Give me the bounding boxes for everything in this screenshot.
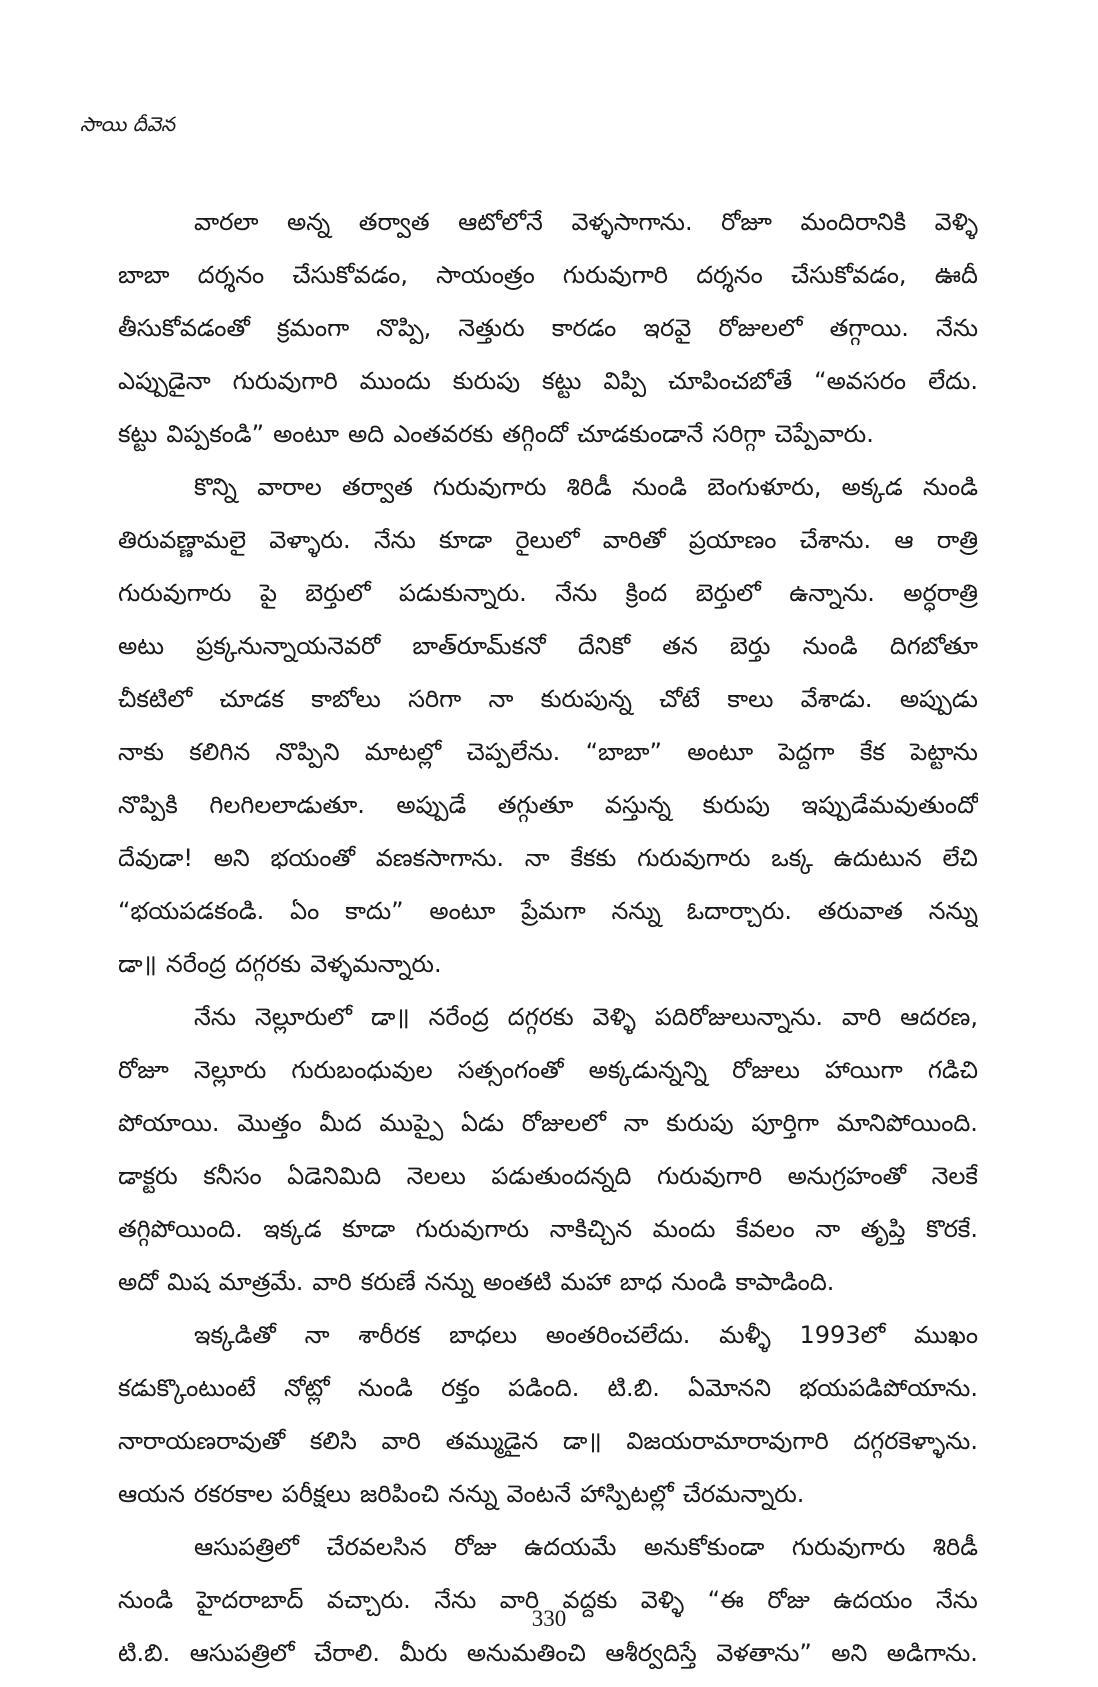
word: మందు [652, 1215, 716, 1243]
word: నొప్పి, [376, 314, 432, 342]
text-line [118, 408, 978, 461]
text-line [118, 673, 978, 726]
word: రోజూ [721, 208, 772, 236]
word: కేవలం [735, 1215, 795, 1243]
text-line [118, 1150, 978, 1203]
word: వెళ్ళి [592, 1003, 636, 1031]
word: నరేంద్ర [428, 1003, 489, 1031]
word: వేశాడు. [800, 685, 873, 713]
word: తర్వాత [341, 473, 413, 501]
word: మానిపోయింది. [836, 1109, 978, 1137]
word: ఆటోలోనే [458, 208, 543, 236]
word: తమ్ముడైన [445, 1427, 539, 1455]
word: ఆసుపత్రిలో [194, 1533, 299, 1561]
word: “బాబా” [585, 738, 662, 766]
word: కాబోలు [311, 685, 381, 713]
word: దర్శనం [696, 261, 763, 289]
word: బెర్తు [729, 632, 771, 660]
word: ఏమోనని [687, 1374, 772, 1402]
text-line [118, 1309, 978, 1362]
word: చెప్పేవారు. [774, 420, 874, 448]
word: గిలగిలలాడుతూ. [209, 791, 365, 819]
word: కురుపు [702, 791, 770, 819]
word: కరుణే [360, 1268, 416, 1296]
word: ముఖం [914, 1321, 978, 1349]
word: నా [488, 685, 514, 713]
word: గురువుగారు [637, 844, 751, 872]
text-line [118, 620, 978, 673]
word: పెద్దగా [778, 738, 835, 766]
body-text [118, 196, 978, 1680]
word: ముప్పై [379, 1109, 444, 1137]
word: ముందు [359, 367, 431, 395]
text-line [118, 514, 978, 567]
word: నేను [373, 526, 416, 554]
word: కాపాడింది. [735, 1268, 835, 1296]
word: మందిరానికి [800, 208, 907, 236]
word: అంటూ [273, 420, 340, 448]
word: ఉదయమే [524, 1533, 617, 1561]
word: దర్శనం [197, 261, 265, 289]
word: తీసుకోవడంతో [118, 314, 250, 342]
word: గురువుగారు [118, 579, 232, 607]
word: ప్రక్కనున్నాయనెవరో [196, 632, 381, 660]
word: నన్ను [448, 1480, 498, 1508]
word: దగ్గరకు [235, 950, 302, 978]
word: శారీరక [358, 1321, 421, 1349]
word: రాత్రి [936, 526, 978, 554]
word: అది [348, 420, 385, 448]
word: వారి [499, 1586, 540, 1614]
word: చూడక [219, 685, 284, 713]
word: ఆయన [118, 1480, 185, 1508]
word: తగ్గిపోయింది. [118, 1215, 243, 1243]
text-line [118, 355, 978, 408]
word: ఇక్కడితో [194, 1321, 276, 1349]
word: రోజు [454, 1533, 497, 1561]
word: నా [304, 1321, 330, 1349]
word: నేను [936, 314, 978, 342]
word: తరువాత [817, 897, 903, 925]
word: నాకిచ్చిన [549, 1215, 633, 1243]
word: అని [213, 844, 250, 872]
word: మీరు [399, 1639, 448, 1667]
word: నోట్లో [283, 1374, 330, 1402]
word: రోజూ [118, 1056, 169, 1084]
text-line [118, 461, 978, 514]
word: వచ్చారు. [326, 1586, 411, 1614]
word: అప్పుడు [899, 685, 978, 713]
word: రోజులు [732, 1056, 800, 1084]
word: తిరువణ్ణామలై [118, 526, 246, 554]
word: నెత్తురు [458, 314, 525, 342]
word: ఉన్నాను. [789, 579, 875, 607]
word: ఏడు [460, 1109, 505, 1137]
word: వస్తున్న [604, 791, 672, 819]
word: చూపించబోతే [668, 367, 793, 395]
word: దగ్గరకెళ్ళాను. [853, 1427, 978, 1455]
word: గురువుగారి [232, 367, 338, 395]
word: అక్కడున్నన్ని [588, 1056, 708, 1084]
text-line [118, 1203, 978, 1256]
word: పూర్తిగా [751, 1109, 820, 1137]
word: వారలా [194, 208, 259, 236]
word: ఆదరణ, [900, 1003, 978, 1031]
word: గురువుగారు [791, 1533, 906, 1561]
text-line [118, 885, 978, 938]
word: దేవుడా! [118, 844, 193, 872]
word: వారితో [602, 526, 666, 554]
word: కడుక్కొంటుంటే [118, 1374, 256, 1402]
word: వారాల [257, 473, 322, 501]
word: నేను [434, 1586, 477, 1614]
word: ఇప్పుడేమవుతుందో [801, 791, 978, 819]
text-line [118, 249, 978, 302]
word: అదో [118, 1268, 159, 1296]
word: కాలు [727, 685, 774, 713]
word: భయంతో [270, 844, 355, 872]
word: నేను [935, 1586, 978, 1614]
word: అని [831, 1639, 868, 1667]
word: కురుపు [666, 1109, 734, 1137]
word: ఊదీ [934, 261, 978, 289]
text-line [118, 567, 978, 620]
text-line [118, 779, 978, 832]
word: పడుకున్నారు. [398, 579, 527, 607]
word: బెంగుళూరు, [707, 473, 822, 501]
word: అనుకోకుండా [643, 1533, 765, 1561]
word: కట్టు [542, 367, 582, 395]
word: నుండి [118, 1586, 174, 1614]
word: కారడం [551, 314, 617, 342]
text-line [118, 1627, 978, 1680]
word: అనుమతించి [466, 1639, 586, 1667]
word: నాకు [118, 738, 164, 766]
word: జరిపించి [359, 1480, 440, 1508]
word: అంతరించలేదు. [545, 1321, 691, 1349]
word: “అవసరం [814, 367, 907, 395]
word: నుండి [357, 1374, 413, 1402]
word: వారి [841, 1003, 882, 1031]
word: వెళ్ళారు. [269, 526, 351, 554]
word: 1993లో [799, 1321, 886, 1349]
word: అనుగ్రహంతో [787, 1162, 907, 1190]
word: పడుతుందన్నది [491, 1162, 632, 1190]
word: పోయాయి. [118, 1109, 220, 1137]
word: వద్దకు [562, 1586, 618, 1614]
word: విప్పకండి” [166, 420, 265, 448]
word: దేనికో [577, 632, 631, 660]
word: మిష [167, 1268, 210, 1296]
word: వెళ్ళసాగాను. [571, 208, 693, 236]
word: చోటే [659, 685, 701, 713]
word: వెళ్ళి [934, 208, 978, 236]
word: కలిగిన [189, 738, 251, 766]
word: అన్న [287, 208, 331, 236]
word: గురువుగారు [432, 473, 547, 501]
word: రకరకాల [193, 1480, 273, 1508]
word: కూడా [439, 526, 493, 554]
word: బాత్‌రూమ్‌కనో [412, 632, 546, 660]
word: క్రింద [625, 579, 668, 607]
word: సరిగా [408, 685, 462, 713]
word: తగ్గాయి. [829, 314, 909, 342]
text-line [118, 196, 978, 249]
word: అడిగాను. [886, 1639, 978, 1667]
text-line [118, 938, 978, 991]
word: సత్సంగంతో [457, 1056, 564, 1084]
word: సాయంత్రం [436, 261, 535, 289]
word: ఒక్క [771, 844, 813, 872]
word: ప్రేమగా [521, 897, 586, 925]
word: చేశాను. [799, 526, 872, 554]
word: అటు [118, 632, 165, 660]
word: విప్పి [603, 367, 647, 395]
word: డా॥ [370, 1003, 410, 1031]
word: మహా [560, 1268, 611, 1296]
word: ఇక్కడ [263, 1215, 322, 1243]
text-line [118, 1256, 978, 1309]
word: ఉదయం [833, 1586, 913, 1614]
word: నా [524, 844, 550, 872]
word: పడింది. [508, 1374, 580, 1402]
text-line [118, 832, 978, 885]
word: అప్పుడే [396, 791, 467, 819]
word: తృప్తి [860, 1215, 906, 1243]
text-line [118, 991, 978, 1044]
word: చెప్పలేను. [466, 738, 561, 766]
word: చేరమన్నారు. [682, 1480, 805, 1508]
word: కట్టు [118, 420, 158, 448]
word: లేదు. [928, 367, 978, 395]
word: తర్వాత [358, 208, 430, 236]
word: వారి [381, 1427, 421, 1455]
word: కాదు” [345, 897, 404, 925]
word: రక్తం [441, 1374, 481, 1402]
word: నెల్లూరులో [254, 1003, 352, 1031]
word: కేకకు [570, 844, 617, 872]
word: అంటూ [429, 897, 496, 925]
word: చేరాలి. [314, 1639, 380, 1667]
word: డాక్టరు [118, 1162, 178, 1190]
word: అంటూ [687, 738, 754, 766]
word: నెలలు [406, 1162, 466, 1190]
word: మాత్రమే. [218, 1268, 304, 1296]
word: రోజు [767, 1586, 810, 1614]
word: నన్ను [611, 897, 661, 925]
word: కురుపు [452, 367, 521, 395]
word: రోజులలో [718, 314, 803, 342]
running-head: సాయి దీవెన [80, 112, 176, 136]
word: ఏడెనిమిది [287, 1162, 382, 1190]
word: శిరిడీ [932, 1533, 978, 1561]
word: ఓదార్చారు. [686, 897, 792, 925]
word: గురువుగారు [415, 1215, 530, 1243]
word: వెళతాను” [716, 1639, 812, 1667]
word: శిరిడీ [566, 473, 612, 501]
word: విజయరామారావుగారి [626, 1427, 829, 1455]
word: నుండి [631, 473, 688, 501]
word: నా [623, 1109, 649, 1137]
word: హాయిగా [825, 1056, 903, 1084]
word: గురుబంధువుల [291, 1056, 433, 1084]
word: అక్కడ [841, 473, 903, 501]
word: ఆశీర్వదిస్తే [605, 1639, 697, 1667]
word: మళ్ళీ [719, 1321, 771, 1349]
word: కొన్ని [194, 473, 237, 501]
word: చేసుకోవడం, [790, 261, 907, 289]
word: ఎంతవరకు [393, 420, 494, 448]
word: ప్రయాణం [688, 526, 777, 554]
word: డా॥ [118, 950, 157, 978]
word: హైదరాబాద్ [196, 1586, 304, 1614]
word: కూడా [342, 1215, 396, 1243]
word: పై [259, 579, 277, 607]
word: భయపడిపోయాను. [799, 1374, 978, 1402]
word: చేసుకోవడం, [292, 261, 408, 289]
word: అంతటి [482, 1268, 552, 1296]
text-line [118, 1362, 978, 1415]
word: “ఈ [707, 1586, 744, 1614]
word: డా॥ [562, 1427, 602, 1455]
word: వెళ్ళి [640, 1586, 685, 1614]
word: ఎప్పుడైనా [118, 367, 211, 395]
text-line [118, 1468, 978, 1521]
word: “భయపడకండి. [118, 897, 265, 925]
word: ఉదుటున [833, 844, 922, 872]
word: చీకటిలో [118, 685, 193, 713]
word: మీద [319, 1109, 362, 1137]
word: నొప్పికి [118, 791, 178, 819]
word: గడిచి [927, 1056, 978, 1084]
word: నరేంద్ర [165, 950, 227, 978]
word: నేను [194, 1003, 236, 1031]
word: చూడకుండానే [576, 420, 704, 448]
word: ఆ [894, 526, 914, 554]
word: కలిసి [309, 1427, 357, 1455]
word: కొరకే. [925, 1215, 978, 1243]
word: గురువుగారి [562, 261, 669, 289]
word: నా [815, 1215, 841, 1243]
word: నెల్లూరు [193, 1056, 267, 1084]
word: దిగబోతూ [889, 632, 978, 660]
word: బాధలు [449, 1321, 518, 1349]
word: నుండి [922, 473, 978, 501]
word: బాధ [619, 1268, 663, 1296]
word: బెర్తులో [305, 579, 371, 607]
word: క్రమంగా [276, 314, 350, 342]
word: హాస్పిటల్లో [580, 1480, 674, 1508]
word: కురుపున్న [540, 685, 632, 713]
word: నొప్పిని [275, 738, 340, 766]
text-line [118, 1097, 978, 1150]
word: వారి [312, 1268, 352, 1296]
word: వెళ్ళమన్నారు. [310, 950, 442, 978]
word: గురువుగారి [656, 1162, 763, 1190]
word: నన్ను [928, 897, 978, 925]
word: నన్ను [424, 1268, 474, 1296]
word: టి.బి. [118, 1639, 171, 1667]
word: నేను [555, 579, 598, 607]
text-line [118, 1521, 978, 1574]
word: పరీక్షలు [281, 1480, 351, 1508]
text-line [118, 302, 978, 355]
text-line [118, 726, 978, 779]
word: బెర్తులో [695, 579, 761, 607]
text-line [118, 1044, 978, 1097]
word: దగ్గరకు [507, 1003, 574, 1031]
word: తగ్గిందో [502, 420, 568, 448]
word: మొత్తం [237, 1109, 302, 1137]
word: వెంటనే [506, 1480, 572, 1508]
word: మాటల్లో [364, 738, 442, 766]
word: ఆసుపత్రిలో [189, 1639, 295, 1667]
word: కనీసం [203, 1162, 262, 1190]
word: తగ్గుతూ [497, 791, 574, 819]
word: పెట్టాను [910, 738, 978, 766]
word: అర్ధరాత్రి [903, 579, 978, 607]
word: నుండి [671, 1268, 727, 1296]
word: చేరవలసిన [326, 1533, 427, 1561]
word: ఏం [290, 897, 320, 925]
word: లేచి [942, 844, 978, 872]
word: రైలులో [515, 526, 580, 554]
word: నుండి [802, 632, 858, 660]
word: కేక [859, 738, 885, 766]
text-line [118, 1415, 978, 1468]
word: టి.బి. [607, 1374, 660, 1402]
word: వణకసాగాను. [375, 844, 505, 872]
word: ఇరవై [643, 314, 692, 342]
page-number: 330 [531, 1606, 567, 1631]
word: రోజులలో [521, 1109, 606, 1137]
word: నారాయణరావుతో [118, 1427, 286, 1455]
word: నెలకే [931, 1162, 978, 1190]
word: పదిరోజులున్నాను. [654, 1003, 824, 1031]
word: తన [662, 632, 698, 660]
word: బాబా [118, 261, 170, 289]
word: సరిగ్గా [712, 420, 766, 448]
